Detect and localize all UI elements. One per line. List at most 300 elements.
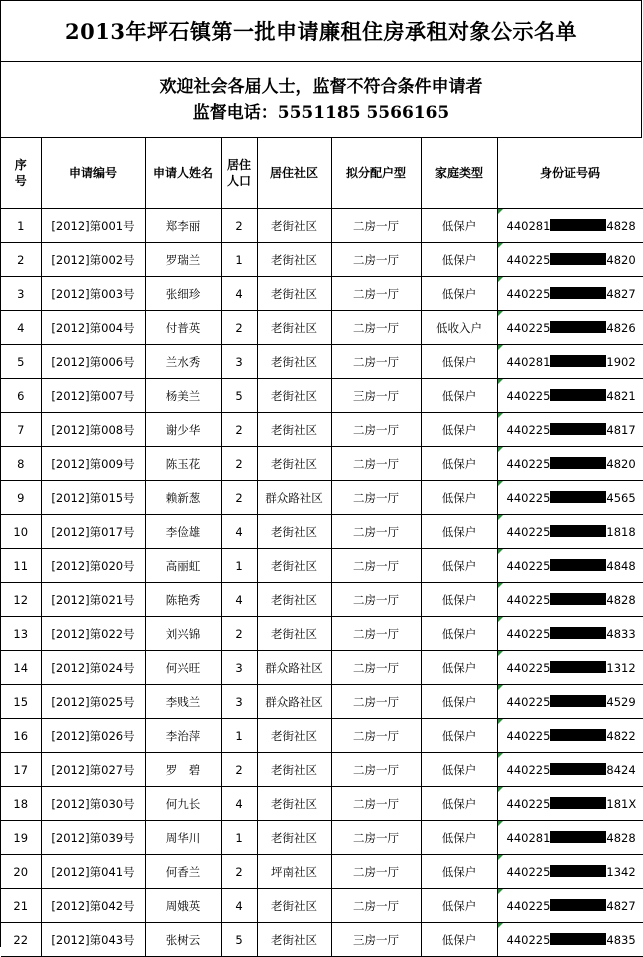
comment-marker-icon <box>498 855 503 860</box>
seq-cell: 2 <box>1 243 41 277</box>
id-suffix: 4565 <box>606 490 636 505</box>
unit-type-cell: 二房一厅 <box>331 651 421 685</box>
residents-cell: 1 <box>221 719 257 753</box>
header-family-type: 家庭类型 <box>421 138 497 209</box>
unit-type-cell: 二房一厅 <box>331 753 421 787</box>
table-row <box>1 277 643 311</box>
community-cell: 老街社区 <box>257 923 331 957</box>
id-prefix: 440225 <box>506 728 551 743</box>
redaction-bar <box>550 865 606 877</box>
name-cell: 陈艳秀 <box>145 583 221 617</box>
redaction-bar <box>550 457 606 469</box>
applicant-rows <box>1 209 643 957</box>
redaction-bar <box>550 661 606 673</box>
id-number-cell <box>497 481 643 515</box>
family-type-cell: 低保户 <box>421 753 497 787</box>
table-row <box>1 413 643 447</box>
name-cell: 李俭雄 <box>145 515 221 549</box>
seq-cell: 17 <box>1 753 41 787</box>
residents-cell: 1 <box>221 243 257 277</box>
residents-cell: 4 <box>221 889 257 923</box>
redaction-bar <box>550 525 606 537</box>
comment-marker-icon <box>498 583 503 588</box>
name-cell: 何兴旺 <box>145 651 221 685</box>
redaction-bar <box>550 423 606 435</box>
id-suffix: 1312 <box>606 660 636 675</box>
app-no-cell: [2012]第021号 <box>41 583 145 617</box>
comment-marker-icon <box>498 243 503 248</box>
family-type-cell: 低保户 <box>421 413 497 447</box>
table-header-row <box>1 138 643 209</box>
app-no-cell: [2012]第025号 <box>41 685 145 719</box>
seq-cell: 15 <box>1 685 41 719</box>
app-no-cell: [2012]第039号 <box>41 821 145 855</box>
community-cell: 坪南社区 <box>257 855 331 889</box>
unit-type-cell: 二房一厅 <box>331 481 421 515</box>
unit-type-cell: 二房一厅 <box>331 889 421 923</box>
family-type-cell: 低保户 <box>421 651 497 685</box>
name-cell: 何香兰 <box>145 855 221 889</box>
id-prefix: 440225 <box>506 524 551 539</box>
residents-cell: 2 <box>221 617 257 651</box>
comment-marker-icon <box>498 379 503 384</box>
residents-cell: 4 <box>221 277 257 311</box>
app-no-cell: [2012]第004号 <box>41 311 145 345</box>
id-suffix: 4828 <box>606 830 636 845</box>
id-suffix: 181X <box>606 796 637 811</box>
id-prefix: 440225 <box>506 864 551 879</box>
redaction-bar <box>550 355 606 367</box>
unit-type-cell: 二房一厅 <box>331 413 421 447</box>
seq-cell: 10 <box>1 515 41 549</box>
id-suffix: 4848 <box>606 558 636 573</box>
applicant-table <box>1 138 643 957</box>
id-suffix: 4828 <box>606 592 636 607</box>
community-cell: 老街社区 <box>257 889 331 923</box>
unit-type-cell: 二房一厅 <box>331 617 421 651</box>
id-number-cell <box>497 787 643 821</box>
redaction-bar <box>550 831 606 843</box>
residents-cell: 4 <box>221 515 257 549</box>
header-seq: 序号 <box>1 138 41 209</box>
community-cell: 老街社区 <box>257 719 331 753</box>
id-number-cell <box>497 515 643 549</box>
redaction-bar <box>550 389 606 401</box>
table-row <box>1 311 643 345</box>
comment-marker-icon <box>498 651 503 656</box>
id-suffix: 4821 <box>606 388 636 403</box>
app-no-cell: [2012]第003号 <box>41 277 145 311</box>
name-cell: 付普英 <box>145 311 221 345</box>
community-cell: 老街社区 <box>257 277 331 311</box>
id-suffix: 4835 <box>606 932 636 947</box>
name-cell: 李贱兰 <box>145 685 221 719</box>
app-no-cell: [2012]第015号 <box>41 481 145 515</box>
redaction-bar <box>550 559 606 571</box>
seq-cell: 12 <box>1 583 41 617</box>
comment-marker-icon <box>498 413 503 418</box>
comment-marker-icon <box>498 685 503 690</box>
page-title: 2013年坪石镇第一批申请廉租住房承租对象公示名单 <box>65 19 577 44</box>
redaction-bar <box>550 287 606 299</box>
family-type-cell: 低保户 <box>421 923 497 957</box>
table-row <box>1 243 643 277</box>
id-prefix: 440225 <box>506 762 551 777</box>
id-prefix: 440225 <box>506 898 551 913</box>
community-cell: 老街社区 <box>257 515 331 549</box>
community-cell: 老街社区 <box>257 413 331 447</box>
header-app-no: 申请编号 <box>41 138 145 209</box>
family-type-cell: 低保户 <box>421 515 497 549</box>
name-cell: 兰水秀 <box>145 345 221 379</box>
table-row <box>1 481 643 515</box>
family-type-cell: 低保户 <box>421 447 497 481</box>
unit-type-cell: 二房一厅 <box>331 549 421 583</box>
table-row <box>1 515 643 549</box>
id-number-cell <box>497 379 643 413</box>
id-suffix: 4820 <box>606 252 636 267</box>
residents-cell: 1 <box>221 549 257 583</box>
table-row <box>1 345 643 379</box>
name-cell: 杨美兰 <box>145 379 221 413</box>
residents-cell: 2 <box>221 855 257 889</box>
residents-cell: 3 <box>221 345 257 379</box>
table-row <box>1 447 643 481</box>
id-suffix: 4822 <box>606 728 636 743</box>
family-type-cell: 低保户 <box>421 243 497 277</box>
seq-cell: 8 <box>1 447 41 481</box>
id-prefix: 440225 <box>506 694 551 709</box>
community-cell: 群众路社区 <box>257 651 331 685</box>
id-number-cell <box>497 209 643 243</box>
header-residents: 居住人口 <box>221 138 257 209</box>
name-cell: 罗瑞兰 <box>145 243 221 277</box>
community-cell: 老街社区 <box>257 753 331 787</box>
community-cell: 老街社区 <box>257 447 331 481</box>
comment-marker-icon <box>498 753 503 758</box>
id-suffix: 1818 <box>606 524 636 539</box>
id-prefix: 440225 <box>506 320 551 335</box>
comment-marker-icon <box>498 277 503 282</box>
id-prefix: 440225 <box>506 388 551 403</box>
id-prefix: 440225 <box>506 456 551 471</box>
name-cell: 刘兴锦 <box>145 617 221 651</box>
seq-cell: 6 <box>1 379 41 413</box>
table-row <box>1 617 643 651</box>
seq-cell: 14 <box>1 651 41 685</box>
community-cell: 老街社区 <box>257 243 331 277</box>
family-type-cell: 低保户 <box>421 855 497 889</box>
unit-type-cell: 二房一厅 <box>331 277 421 311</box>
community-cell: 老街社区 <box>257 379 331 413</box>
residents-cell: 4 <box>221 583 257 617</box>
table-row <box>1 549 643 583</box>
id-number-cell <box>497 413 643 447</box>
app-no-cell: [2012]第026号 <box>41 719 145 753</box>
unit-type-cell: 二房一厅 <box>331 855 421 889</box>
unit-type-cell: 二房一厅 <box>331 447 421 481</box>
id-suffix: 4828 <box>606 218 636 233</box>
name-cell: 张细珍 <box>145 277 221 311</box>
residents-cell: 2 <box>221 753 257 787</box>
residents-cell: 2 <box>221 447 257 481</box>
redaction-bar <box>550 593 606 605</box>
id-suffix: 1342 <box>606 864 636 879</box>
name-cell: 赖新葱 <box>145 481 221 515</box>
seq-cell: 19 <box>1 821 41 855</box>
id-prefix: 440225 <box>506 660 551 675</box>
id-number-cell <box>497 719 643 753</box>
family-type-cell: 低保户 <box>421 685 497 719</box>
unit-type-cell: 二房一厅 <box>331 821 421 855</box>
seq-cell: 21 <box>1 889 41 923</box>
redaction-bar <box>550 253 606 265</box>
id-prefix: 440225 <box>506 626 551 641</box>
community-cell: 老街社区 <box>257 549 331 583</box>
redaction-bar <box>550 797 606 809</box>
table-row <box>1 787 643 821</box>
comment-marker-icon <box>498 889 503 894</box>
name-cell: 郑李丽 <box>145 209 221 243</box>
name-cell: 陈玉花 <box>145 447 221 481</box>
id-number-cell <box>497 617 643 651</box>
seq-cell: 11 <box>1 549 41 583</box>
app-no-cell: [2012]第027号 <box>41 753 145 787</box>
comment-marker-icon <box>498 447 503 452</box>
unit-type-cell: 二房一厅 <box>331 243 421 277</box>
notice-line-1: 欢迎社会各届人士，监督不符合条件申请者 <box>159 76 483 97</box>
comment-marker-icon <box>498 209 503 214</box>
residents-cell: 5 <box>221 379 257 413</box>
seq-cell: 22 <box>1 923 41 957</box>
id-suffix: 4529 <box>606 694 636 709</box>
id-prefix: 440281 <box>506 354 551 369</box>
community-cell: 老街社区 <box>257 821 331 855</box>
family-type-cell: 低保户 <box>421 787 497 821</box>
app-no-cell: [2012]第017号 <box>41 515 145 549</box>
unit-type-cell: 二房一厅 <box>331 583 421 617</box>
residents-cell: 5 <box>221 923 257 957</box>
name-cell: 高丽虹 <box>145 549 221 583</box>
comment-marker-icon <box>498 923 503 928</box>
family-type-cell: 低保户 <box>421 821 497 855</box>
redaction-bar <box>550 627 606 639</box>
id-suffix: 1902 <box>606 354 636 369</box>
app-no-cell: [2012]第009号 <box>41 447 145 481</box>
id-prefix: 440225 <box>506 252 551 267</box>
residents-cell: 3 <box>221 651 257 685</box>
name-cell: 周娥英 <box>145 889 221 923</box>
id-suffix: 4817 <box>606 422 636 437</box>
app-no-cell: [2012]第024号 <box>41 651 145 685</box>
community-cell: 老街社区 <box>257 311 331 345</box>
seq-cell: 4 <box>1 311 41 345</box>
table-row <box>1 855 643 889</box>
title-row <box>1 1 642 62</box>
redaction-bar <box>550 491 606 503</box>
id-number-cell <box>497 685 643 719</box>
redaction-bar <box>550 899 606 911</box>
community-cell: 老街社区 <box>257 617 331 651</box>
seq-cell: 5 <box>1 345 41 379</box>
residents-cell: 2 <box>221 413 257 447</box>
seq-cell: 20 <box>1 855 41 889</box>
name-cell: 周华川 <box>145 821 221 855</box>
id-suffix: 4826 <box>606 320 636 335</box>
id-number-cell <box>497 923 643 957</box>
notice-line-2: 监督电话：5551185 5566165 <box>192 102 450 123</box>
family-type-cell: 低保户 <box>421 379 497 413</box>
name-cell: 谢少华 <box>145 413 221 447</box>
header-community: 居住社区 <box>257 138 331 209</box>
id-number-cell <box>497 549 643 583</box>
table-row <box>1 821 643 855</box>
app-no-cell: [2012]第042号 <box>41 889 145 923</box>
id-prefix: 440225 <box>506 592 551 607</box>
residents-cell: 2 <box>221 209 257 243</box>
community-cell: 群众路社区 <box>257 685 331 719</box>
id-prefix: 440225 <box>506 490 551 505</box>
app-no-cell: [2012]第030号 <box>41 787 145 821</box>
header-id-no: 身份证号码 <box>497 138 643 209</box>
residents-cell: 1 <box>221 821 257 855</box>
id-number-cell <box>497 243 643 277</box>
unit-type-cell: 二房一厅 <box>331 311 421 345</box>
header-name: 申请人姓名 <box>145 138 221 209</box>
redaction-bar <box>550 763 606 775</box>
redaction-bar <box>550 321 606 333</box>
family-type-cell: 低保户 <box>421 889 497 923</box>
app-no-cell: [2012]第041号 <box>41 855 145 889</box>
unit-type-cell: 二房一厅 <box>331 719 421 753</box>
app-no-cell: [2012]第008号 <box>41 413 145 447</box>
table-row <box>1 651 643 685</box>
residents-cell: 3 <box>221 685 257 719</box>
id-prefix: 440281 <box>506 830 551 845</box>
unit-type-cell: 二房一厅 <box>331 345 421 379</box>
table-row <box>1 923 643 957</box>
table-row <box>1 753 643 787</box>
comment-marker-icon <box>498 515 503 520</box>
unit-type-cell: 二房一厅 <box>331 515 421 549</box>
id-prefix: 440225 <box>506 286 551 301</box>
family-type-cell: 低收入户 <box>421 311 497 345</box>
app-no-cell: [2012]第007号 <box>41 379 145 413</box>
supervision-notice <box>1 62 642 138</box>
table-row <box>1 889 643 923</box>
table-row <box>1 379 643 413</box>
id-prefix: 440225 <box>506 796 551 811</box>
family-type-cell: 低保户 <box>421 549 497 583</box>
app-no-cell: [2012]第020号 <box>41 549 145 583</box>
unit-type-cell: 三房一厅 <box>331 923 421 957</box>
id-suffix: 8424 <box>606 762 636 777</box>
redaction-bar <box>550 695 606 707</box>
seq-cell: 13 <box>1 617 41 651</box>
app-no-cell: [2012]第002号 <box>41 243 145 277</box>
header-unit-type: 拟分配户型 <box>331 138 421 209</box>
id-number-cell <box>497 889 643 923</box>
comment-marker-icon <box>498 345 503 350</box>
residents-cell: 2 <box>221 481 257 515</box>
unit-type-cell: 二房一厅 <box>331 787 421 821</box>
id-number-cell <box>497 447 643 481</box>
id-prefix: 440225 <box>506 932 551 947</box>
id-suffix: 4820 <box>606 456 636 471</box>
community-cell: 老街社区 <box>257 209 331 243</box>
family-type-cell: 低保户 <box>421 209 497 243</box>
residents-cell: 4 <box>221 787 257 821</box>
comment-marker-icon <box>498 481 503 486</box>
redaction-bar <box>550 219 606 231</box>
seq-cell: 16 <box>1 719 41 753</box>
app-no-cell: [2012]第022号 <box>41 617 145 651</box>
id-prefix: 440225 <box>506 422 551 437</box>
comment-marker-icon <box>498 549 503 554</box>
id-suffix: 4827 <box>606 898 636 913</box>
community-cell: 群众路社区 <box>257 481 331 515</box>
id-prefix: 440225 <box>506 558 551 573</box>
table-row <box>1 583 643 617</box>
comment-marker-icon <box>498 719 503 724</box>
seq-cell: 18 <box>1 787 41 821</box>
name-cell: 何九长 <box>145 787 221 821</box>
id-number-cell <box>497 345 643 379</box>
table-row <box>1 209 643 243</box>
residents-cell: 2 <box>221 311 257 345</box>
unit-type-cell: 二房一厅 <box>331 209 421 243</box>
id-suffix: 4827 <box>606 286 636 301</box>
family-type-cell: 低保户 <box>421 481 497 515</box>
seq-cell: 7 <box>1 413 41 447</box>
community-cell: 老街社区 <box>257 345 331 379</box>
family-type-cell: 低保户 <box>421 617 497 651</box>
name-cell: 李治萍 <box>145 719 221 753</box>
id-number-cell <box>497 583 643 617</box>
id-number-cell <box>497 753 643 787</box>
comment-marker-icon <box>498 617 503 622</box>
unit-type-cell: 二房一厅 <box>331 685 421 719</box>
id-suffix: 4833 <box>606 626 636 641</box>
comment-marker-icon <box>498 787 503 792</box>
id-number-cell <box>497 855 643 889</box>
community-cell: 老街社区 <box>257 583 331 617</box>
redaction-bar <box>550 933 606 945</box>
seq-cell: 3 <box>1 277 41 311</box>
redaction-bar <box>550 729 606 741</box>
community-cell: 老街社区 <box>257 787 331 821</box>
id-number-cell <box>497 277 643 311</box>
family-type-cell: 低保户 <box>421 277 497 311</box>
seq-cell: 1 <box>1 209 41 243</box>
id-number-cell <box>497 651 643 685</box>
id-number-cell <box>497 821 643 855</box>
unit-type-cell: 三房一厅 <box>331 379 421 413</box>
table-row <box>1 719 643 753</box>
app-no-cell: [2012]第001号 <box>41 209 145 243</box>
comment-marker-icon <box>498 311 503 316</box>
comment-marker-icon <box>498 821 503 826</box>
family-type-cell: 低保户 <box>421 583 497 617</box>
app-no-cell: [2012]第006号 <box>41 345 145 379</box>
name-cell: 罗 碧 <box>145 753 221 787</box>
id-prefix: 440281 <box>506 218 551 233</box>
app-no-cell: [2012]第043号 <box>41 923 145 957</box>
seq-cell: 9 <box>1 481 41 515</box>
table-row <box>1 685 643 719</box>
name-cell: 张树云 <box>145 923 221 957</box>
id-number-cell <box>497 311 643 345</box>
